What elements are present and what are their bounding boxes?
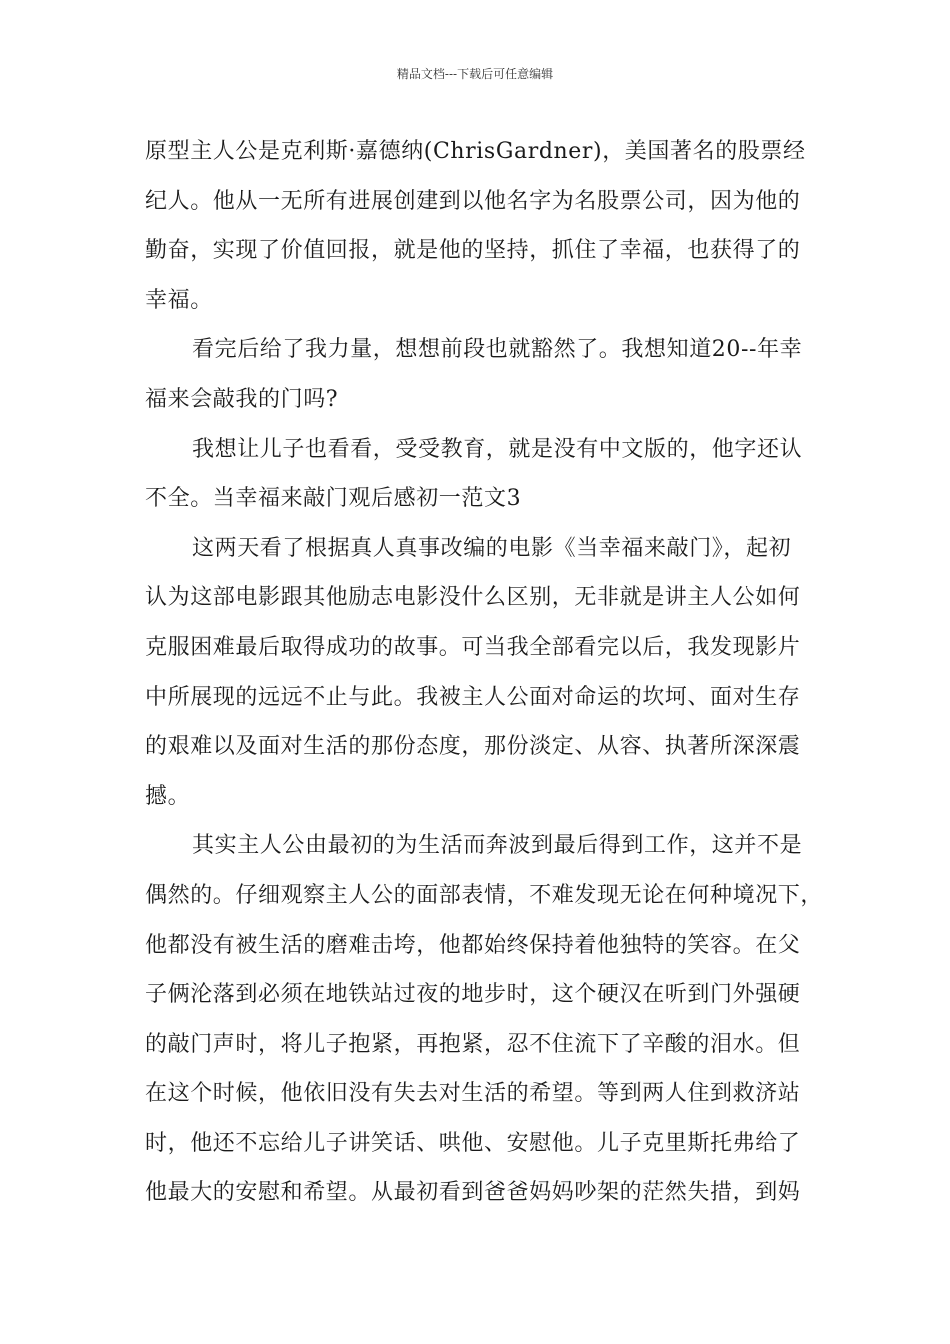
text-line: 在这个时候，他依旧没有失去对生活的希望。等到两人住到救济站 [145, 1081, 801, 1107]
document-body [145, 132, 825, 1223]
paragraph-first-line: 我想让儿子也看看，受受教育，就是没有中文版的，他字还认 [192, 436, 803, 462]
text-line: 不全。当幸福来敲门观后感初一范文3 [145, 486, 522, 512]
text-line: 幸福。 [145, 287, 213, 313]
paragraph-first-line: 看完后给了我力量，想想前段也就豁然了。我想知道20--年幸 [192, 337, 803, 363]
text-line: 他最大的安慰和希望。从最初看到爸爸妈妈吵架的茫然失措，到妈 [145, 1180, 801, 1206]
text-line: 时，他还不忘给儿子讲笑话、哄他、安慰他。儿子克里斯托弗给了 [145, 1130, 801, 1156]
text-line: 中所展现的远远不止与此。我被主人公面对命运的坎坷、面对生存 [145, 684, 801, 710]
text-line: 克服困难最后取得成功的故事。可当我全部看完以后，我发现影片 [145, 634, 801, 660]
text-line: 的敲门声时，将儿子抱紧，再抱紧，忍不住流下了辛酸的泪水。但 [145, 1031, 801, 1057]
text-line: 偶然的。仔细观察主人公的面部表情，不难发现无论在何种境况下， [145, 882, 824, 908]
text-line: 勤奋，实现了价值回报，就是他的坚持，抓住了幸福，也获得了的 [145, 238, 801, 264]
paragraph-first-line: 其实主人公由最初的为生活而奔波到最后得到工作，这并不是 [192, 833, 803, 859]
text-line: 他都没有被生活的磨难击垮，他都始终保持着他独特的笑容。在父 [145, 932, 801, 958]
page-header: 精品文档---下载后可任意编辑 [396, 67, 554, 81]
text-line: 认为这部电影跟其他励志电影没什么区别，无非就是讲主人公如何 [145, 585, 801, 611]
text-line: 子俩沦落到必须在地铁站过夜的地步时，这个硬汉在听到门外强硬 [145, 982, 801, 1008]
text-line: 福来会敲我的门吗? [145, 386, 339, 412]
text-line: 纪人。他从一无所有进展创建到以他名字为名股票公司，因为他的 [145, 188, 801, 214]
text-line: 的艰难以及面对生活的那份态度，那份淡定、从容、执著所深深震 [145, 734, 801, 760]
text-line: 原型主人公是克利斯·嘉德纳(ChrisGardner)，美国著名的股票经 [145, 139, 806, 164]
text-line: 撼。 [145, 783, 191, 809]
paragraph-first-line: 这两天看了根据真人真事改编的电影《当幸福来敲门》，起初 [192, 535, 792, 561]
